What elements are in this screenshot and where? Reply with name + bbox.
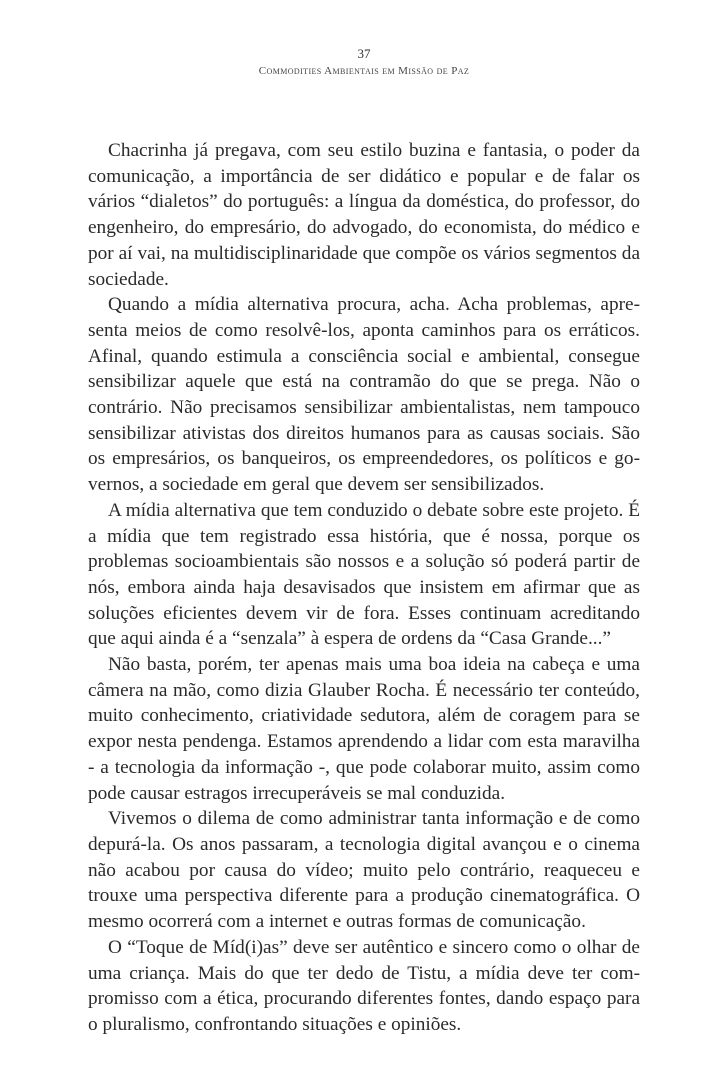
paragraph-6: O “Toque de Míd(i)as” deve ser autêntico e sincero como o olhar de uma criança. Mais do que ter dedo de Tistu, a mídia deve ter compromisso com a ética, procurando diferentes fontes, dando espaço para o pluralismo, confrontando situações e opiniões. (88, 936, 640, 1035)
paragraph-1: Chacrinha já pregava, com seu estilo buzina e fantasia, o poder da comunicação, a importância de ser didático e popular e de falar os vários “dialetos” do português: a língua da doméstica, do professor, do engenheiro, do empresário, do advogado, do economista, do médico e por aí vai, na multidisciplinaridade que compõe os vários segmentos da sociedade. (88, 140, 640, 290)
paragraph-4: Não basta, porém, ter apenas mais uma boa ideia na cabeça e uma câmera na mão, como dizia Glauber Rocha. É necessário ter conteúdo, muito conhecimento, criatividade sedutora, além de coragem para se expor nesta pendenga. Estamos aprendendo a lidar com esta maravilha - a tecnologia da informação -, que pode colaborar muito, assim como pode causar estragos irrecuperáveis se mal conduzida. (88, 654, 640, 804)
body-text (88, 138, 640, 1038)
page-number: 37 (357, 46, 371, 61)
page-header (0, 46, 728, 78)
paragraph-2: Quando a mídia alternativa procura, acha. Acha problemas, apresenta meios de como resolvê-los, aponta caminhos para os erráticos. Afinal, quando estimula a consciência social e ambiental, consegue sensibilizar aquele que está na contramão do que se prega. Não o contrário. Não precisamos sensibilizar ambientalistas, nem tampouco sensibilizar ativistas dos direitos humanos para as causas sociais. São os empresários, os banqueiros, os empreendedores, os políticos e governos, a sociedade em geral que devem ser sensibilizados. (88, 294, 640, 496)
running-head: Commodities Ambientais em Missão de Paz (258, 65, 470, 77)
paragraph-5: Vivemos o dilema de como administrar tanta informação e de como depurá-la. Os anos passaram, a tecnologia digital avançou e o cinema não acabou por causa do vídeo; muito pelo contrário, reaqueceu e trouxe uma perspectiva diferente para a produção cinematográfica. O mesmo ocorrerá com a internet e outras formas de comunicação. (88, 808, 640, 933)
paragraph-3: A mídia alternativa que tem conduzido o debate sobre este projeto. É a mídia que tem registrado essa história, que é nossa, porque os problemas socioambientais são nossos e a solução só poderá partir de nós, embora ainda haja desavisados que insistem em afirmar que as soluções eficientes devem vir de fora. Esses continuam acreditando que aqui ainda é a “senzala” à espera de ordens da “Casa Grande...” (88, 499, 640, 650)
